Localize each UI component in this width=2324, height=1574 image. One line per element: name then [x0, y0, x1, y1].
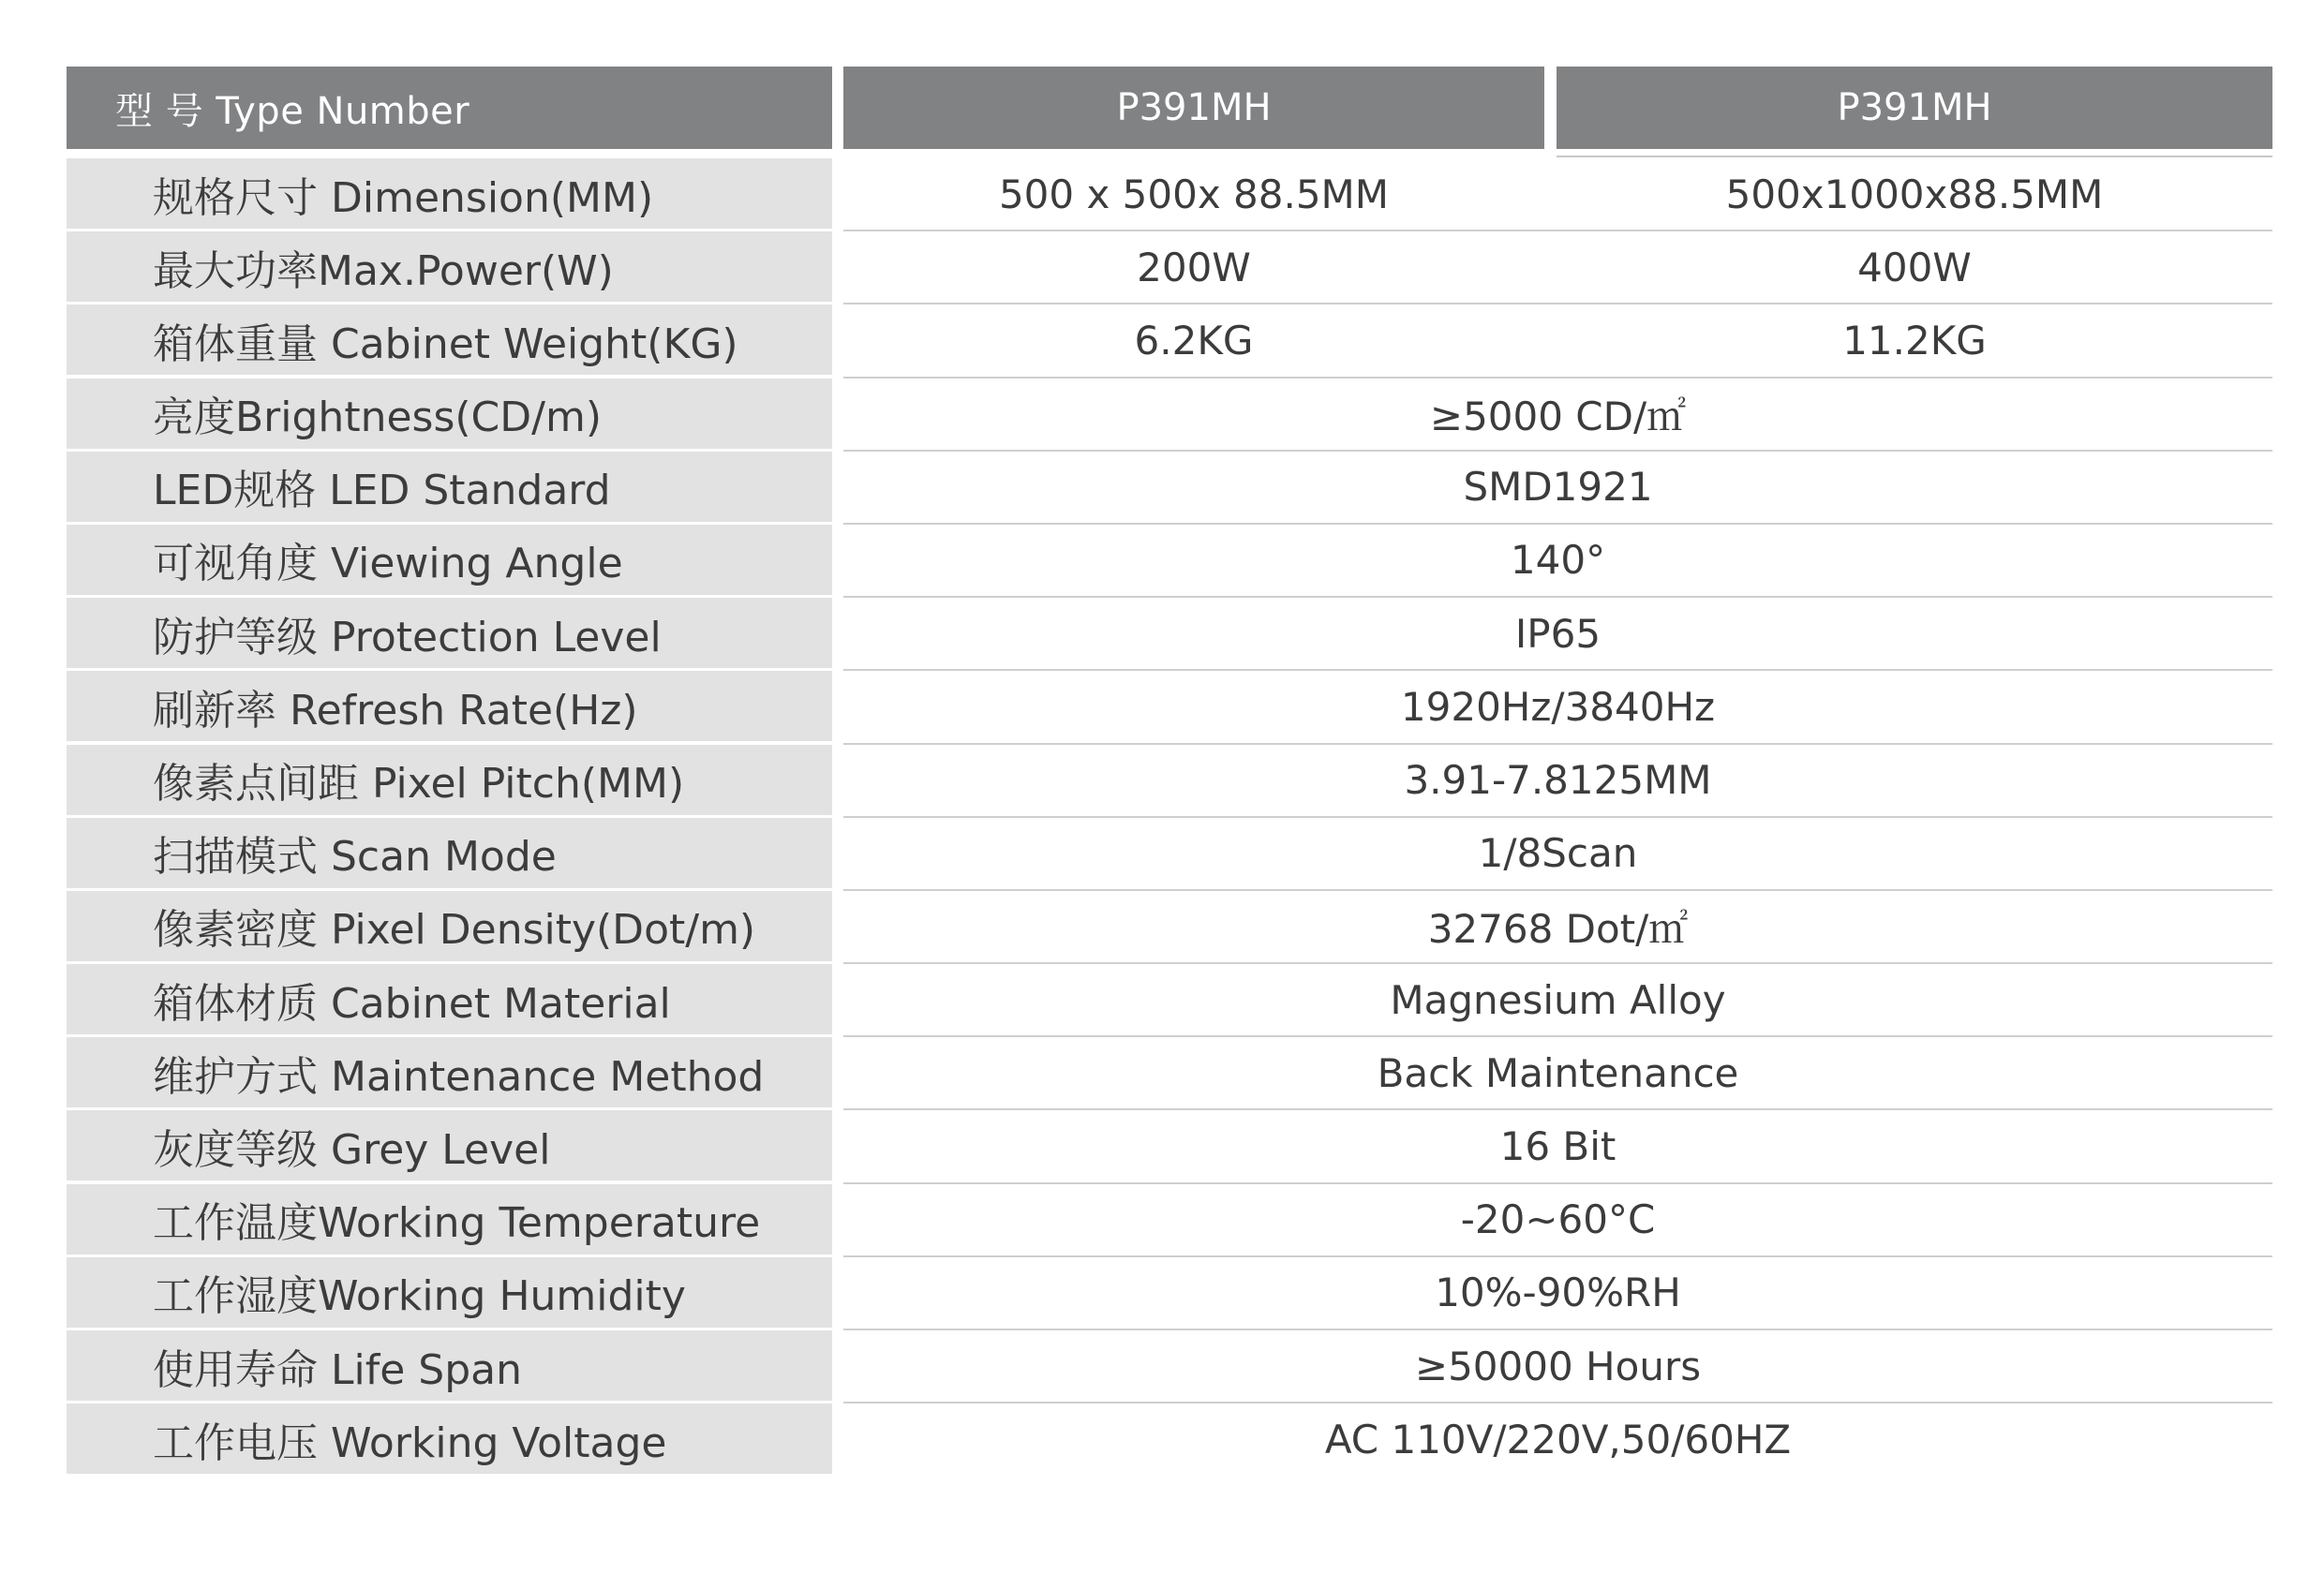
- row-value-model2: 11.2KG: [1842, 317, 1987, 364]
- table-row: [67, 525, 2272, 598]
- table-row: [67, 818, 2272, 891]
- row-value: SMD1921: [1463, 464, 1653, 511]
- row-values: [843, 1330, 2272, 1403]
- row-label: 像素点间距 Pixel Pitch(MM): [67, 745, 832, 815]
- row-label: 最大功率Max.Power(W): [67, 231, 832, 302]
- row-values: [843, 598, 2272, 671]
- model-header-2: P391MH: [1557, 67, 2272, 149]
- row-value: 1/8Scan: [1478, 830, 1638, 877]
- table-row: [67, 158, 2272, 231]
- table-body: [67, 158, 2272, 1477]
- row-values: [843, 1257, 2272, 1330]
- row-values: [843, 1184, 2272, 1257]
- row-values: [843, 1037, 2272, 1110]
- row-label: 规格尺寸 Dimension(MM): [67, 158, 832, 229]
- row-label: 刷新率 Refresh Rate(Hz): [67, 671, 832, 741]
- row-values: [843, 231, 2272, 304]
- table-row: [67, 891, 2272, 964]
- table-row: [67, 1110, 2272, 1183]
- row-label: 扫描模式 Scan Mode: [67, 818, 832, 888]
- row-values: [843, 818, 2272, 891]
- row-value: 32768 Dot/㎡: [1427, 905, 1689, 952]
- table-row: [67, 452, 2272, 525]
- row-value: Back Maintenance: [1377, 1049, 1739, 1096]
- row-label: 维护方式 Maintenance Method: [67, 1037, 832, 1107]
- row-value-model2: 500x1000x88.5MM: [1725, 171, 2104, 217]
- row-values: [843, 671, 2272, 744]
- row-values: [843, 1110, 2272, 1183]
- row-value: Magnesium Alloy: [1390, 976, 1726, 1023]
- table-row: [67, 304, 2272, 378]
- row-value: 3.91-7.8125MM: [1404, 757, 1712, 803]
- row-values: [843, 964, 2272, 1037]
- table-header: [67, 67, 2272, 149]
- table-row: [67, 1184, 2272, 1257]
- row-values: [843, 304, 2272, 378]
- row-values: [843, 891, 2272, 964]
- table-row: [67, 1403, 2272, 1477]
- row-value: ≥5000 CD/㎡: [1429, 393, 1687, 439]
- row-value-model1: 6.2KG: [1134, 317, 1254, 364]
- table-row: [67, 1257, 2272, 1330]
- spec-table: [67, 67, 2272, 1467]
- row-label: 像素密度 Pixel Density(Dot/m): [67, 891, 832, 961]
- table-row: [67, 1037, 2272, 1110]
- row-value: 1920Hz/3840Hz: [1400, 683, 1716, 730]
- row-values: [843, 379, 2272, 452]
- row-value: IP65: [1514, 610, 1601, 657]
- row-value: AC 110V/220V,50/60HZ: [1324, 1416, 1792, 1463]
- model-header-1: P391MH: [843, 67, 1544, 149]
- row-value: ≥50000 Hours: [1414, 1343, 1702, 1389]
- row-label: 灰度等级 Grey Level: [67, 1110, 832, 1180]
- row-label: 亮度Brightness(CD/m): [67, 379, 832, 449]
- row-label: 箱体材质 Cabinet Material: [67, 964, 832, 1034]
- table-row: [67, 671, 2272, 744]
- row-label: LED规格 LED Standard: [67, 452, 832, 522]
- table-row: [67, 964, 2272, 1037]
- row-label: 工作湿度Working Humidity: [67, 1257, 832, 1328]
- row-value: 16 Bit: [1499, 1122, 1616, 1169]
- row-label: 箱体重量 Cabinet Weight(KG): [67, 304, 832, 375]
- row-value: 10%-90%RH: [1435, 1270, 1681, 1316]
- table-row: [67, 379, 2272, 452]
- row-values: [843, 158, 2272, 231]
- type-number-header: 型 号 Type Number: [67, 67, 832, 149]
- row-label: 工作电压 Working Voltage: [67, 1403, 832, 1474]
- row-values: [843, 745, 2272, 818]
- row-label: 工作温度Working Temperature: [67, 1184, 832, 1255]
- row-value: 140°: [1510, 537, 1606, 584]
- table-row: [67, 1330, 2272, 1403]
- row-values: [843, 1403, 2272, 1477]
- table-row: [67, 745, 2272, 818]
- row-value-model1: 500 x 500x 88.5MM: [998, 171, 1390, 217]
- row-value: -20~60°C: [1460, 1196, 1656, 1243]
- row-label: 防护等级 Protection Level: [67, 598, 832, 668]
- row-values: [843, 452, 2272, 525]
- row-value-model2: 400W: [1857, 244, 1972, 290]
- row-label: 可视角度 Viewing Angle: [67, 525, 832, 595]
- row-value-model1: 200W: [1137, 244, 1251, 290]
- table-row: [67, 231, 2272, 304]
- row-label: 使用寿命 Life Span: [67, 1330, 832, 1401]
- table-row: [67, 598, 2272, 671]
- row-values: [843, 525, 2272, 598]
- header-divider: [1557, 156, 2272, 157]
